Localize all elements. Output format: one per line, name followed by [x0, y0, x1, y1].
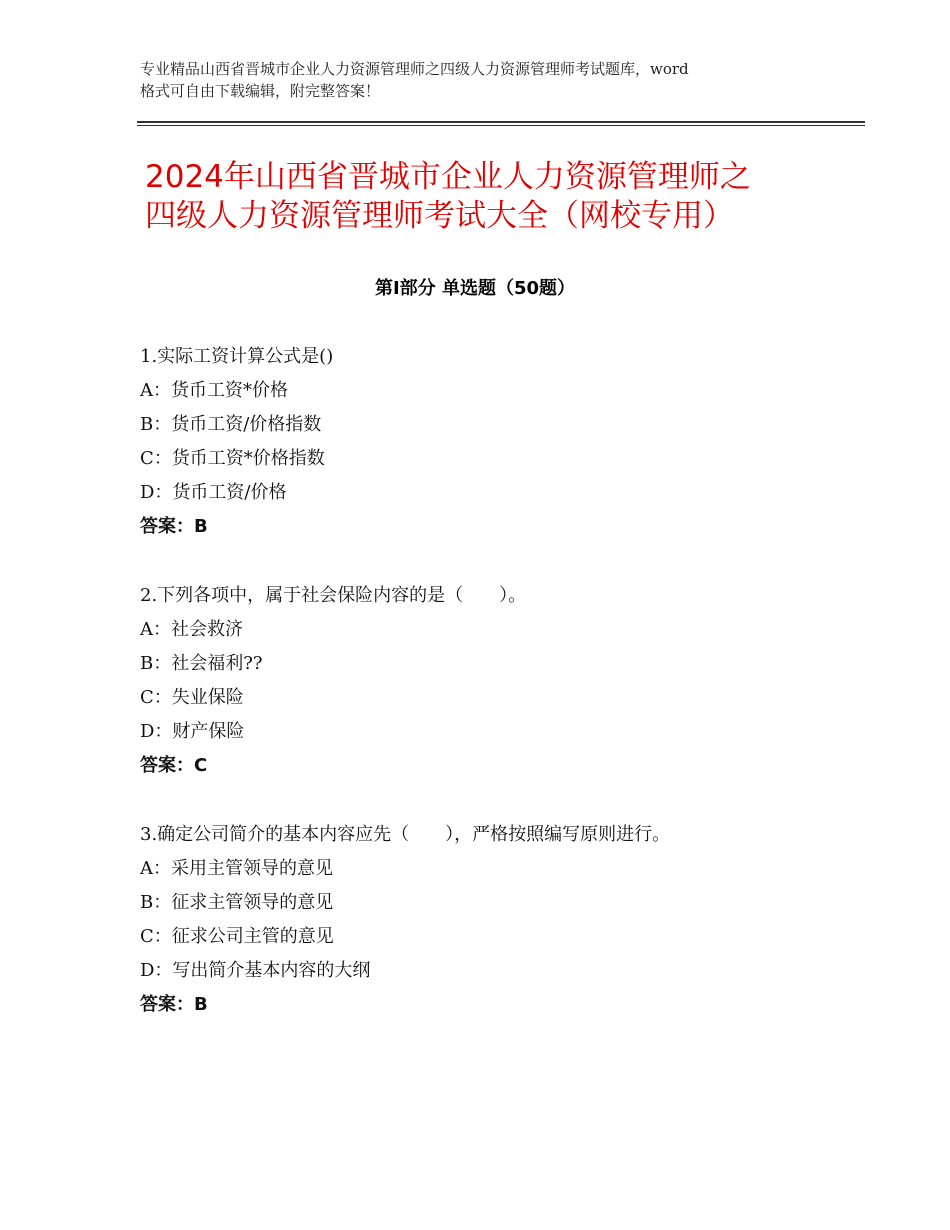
- option-d: D：货币工资/价格: [140, 482, 287, 503]
- option-c: C：货币工资*价格指数: [140, 448, 325, 469]
- answer: 答案：B: [140, 516, 208, 537]
- answer: 答案：C: [140, 755, 208, 776]
- header-line-1: 专业精品山西省晋城市企业人力资源管理师之四级人力资源管理师考试题库，word: [140, 60, 689, 78]
- option-b: B：货币工资/价格指数: [140, 414, 322, 435]
- question-2: [140, 579, 860, 783]
- option-a: A：货币工资*价格: [140, 380, 288, 401]
- option-a: A：社会救济: [140, 619, 243, 640]
- document-title: [145, 158, 845, 236]
- title-line-1: 2024年山西省晋城市企业人力资源管理师之: [145, 159, 751, 195]
- question-stem: 2.下列各项中，属于社会保险内容的是（ ）。: [140, 585, 527, 606]
- option-a: A：采用主管领导的意见: [140, 858, 333, 879]
- answer: 答案：B: [140, 994, 208, 1015]
- question-1: [140, 340, 860, 544]
- question-stem: 1.实际工资计算公式是(): [140, 346, 334, 367]
- option-d: D：写出简介基本内容的大纲: [140, 960, 371, 981]
- option-c: C：失业保险: [140, 687, 244, 708]
- question-stem: 3.确定公司简介的基本内容应先（ ），严格按照编写原则进行。: [140, 824, 671, 845]
- title-line-2: 四级人力资源管理师考试大全（网校专用）: [145, 198, 734, 234]
- option-d: D：财产保险: [140, 721, 245, 742]
- option-b: B：社会福利??: [140, 653, 263, 674]
- header-line-2: 格式可自由下载编辑，附完整答案！: [140, 82, 381, 100]
- option-c: C：征求公司主管的意见: [140, 926, 334, 947]
- header-rule-thin: [137, 125, 865, 126]
- option-b: B：征求主管领导的意见: [140, 892, 334, 913]
- question-3: [140, 818, 860, 1022]
- header-rule-thick: [137, 121, 865, 123]
- section-heading: 第Ⅰ部分 单选题（50题）: [374, 278, 575, 299]
- document-header: [140, 58, 830, 102]
